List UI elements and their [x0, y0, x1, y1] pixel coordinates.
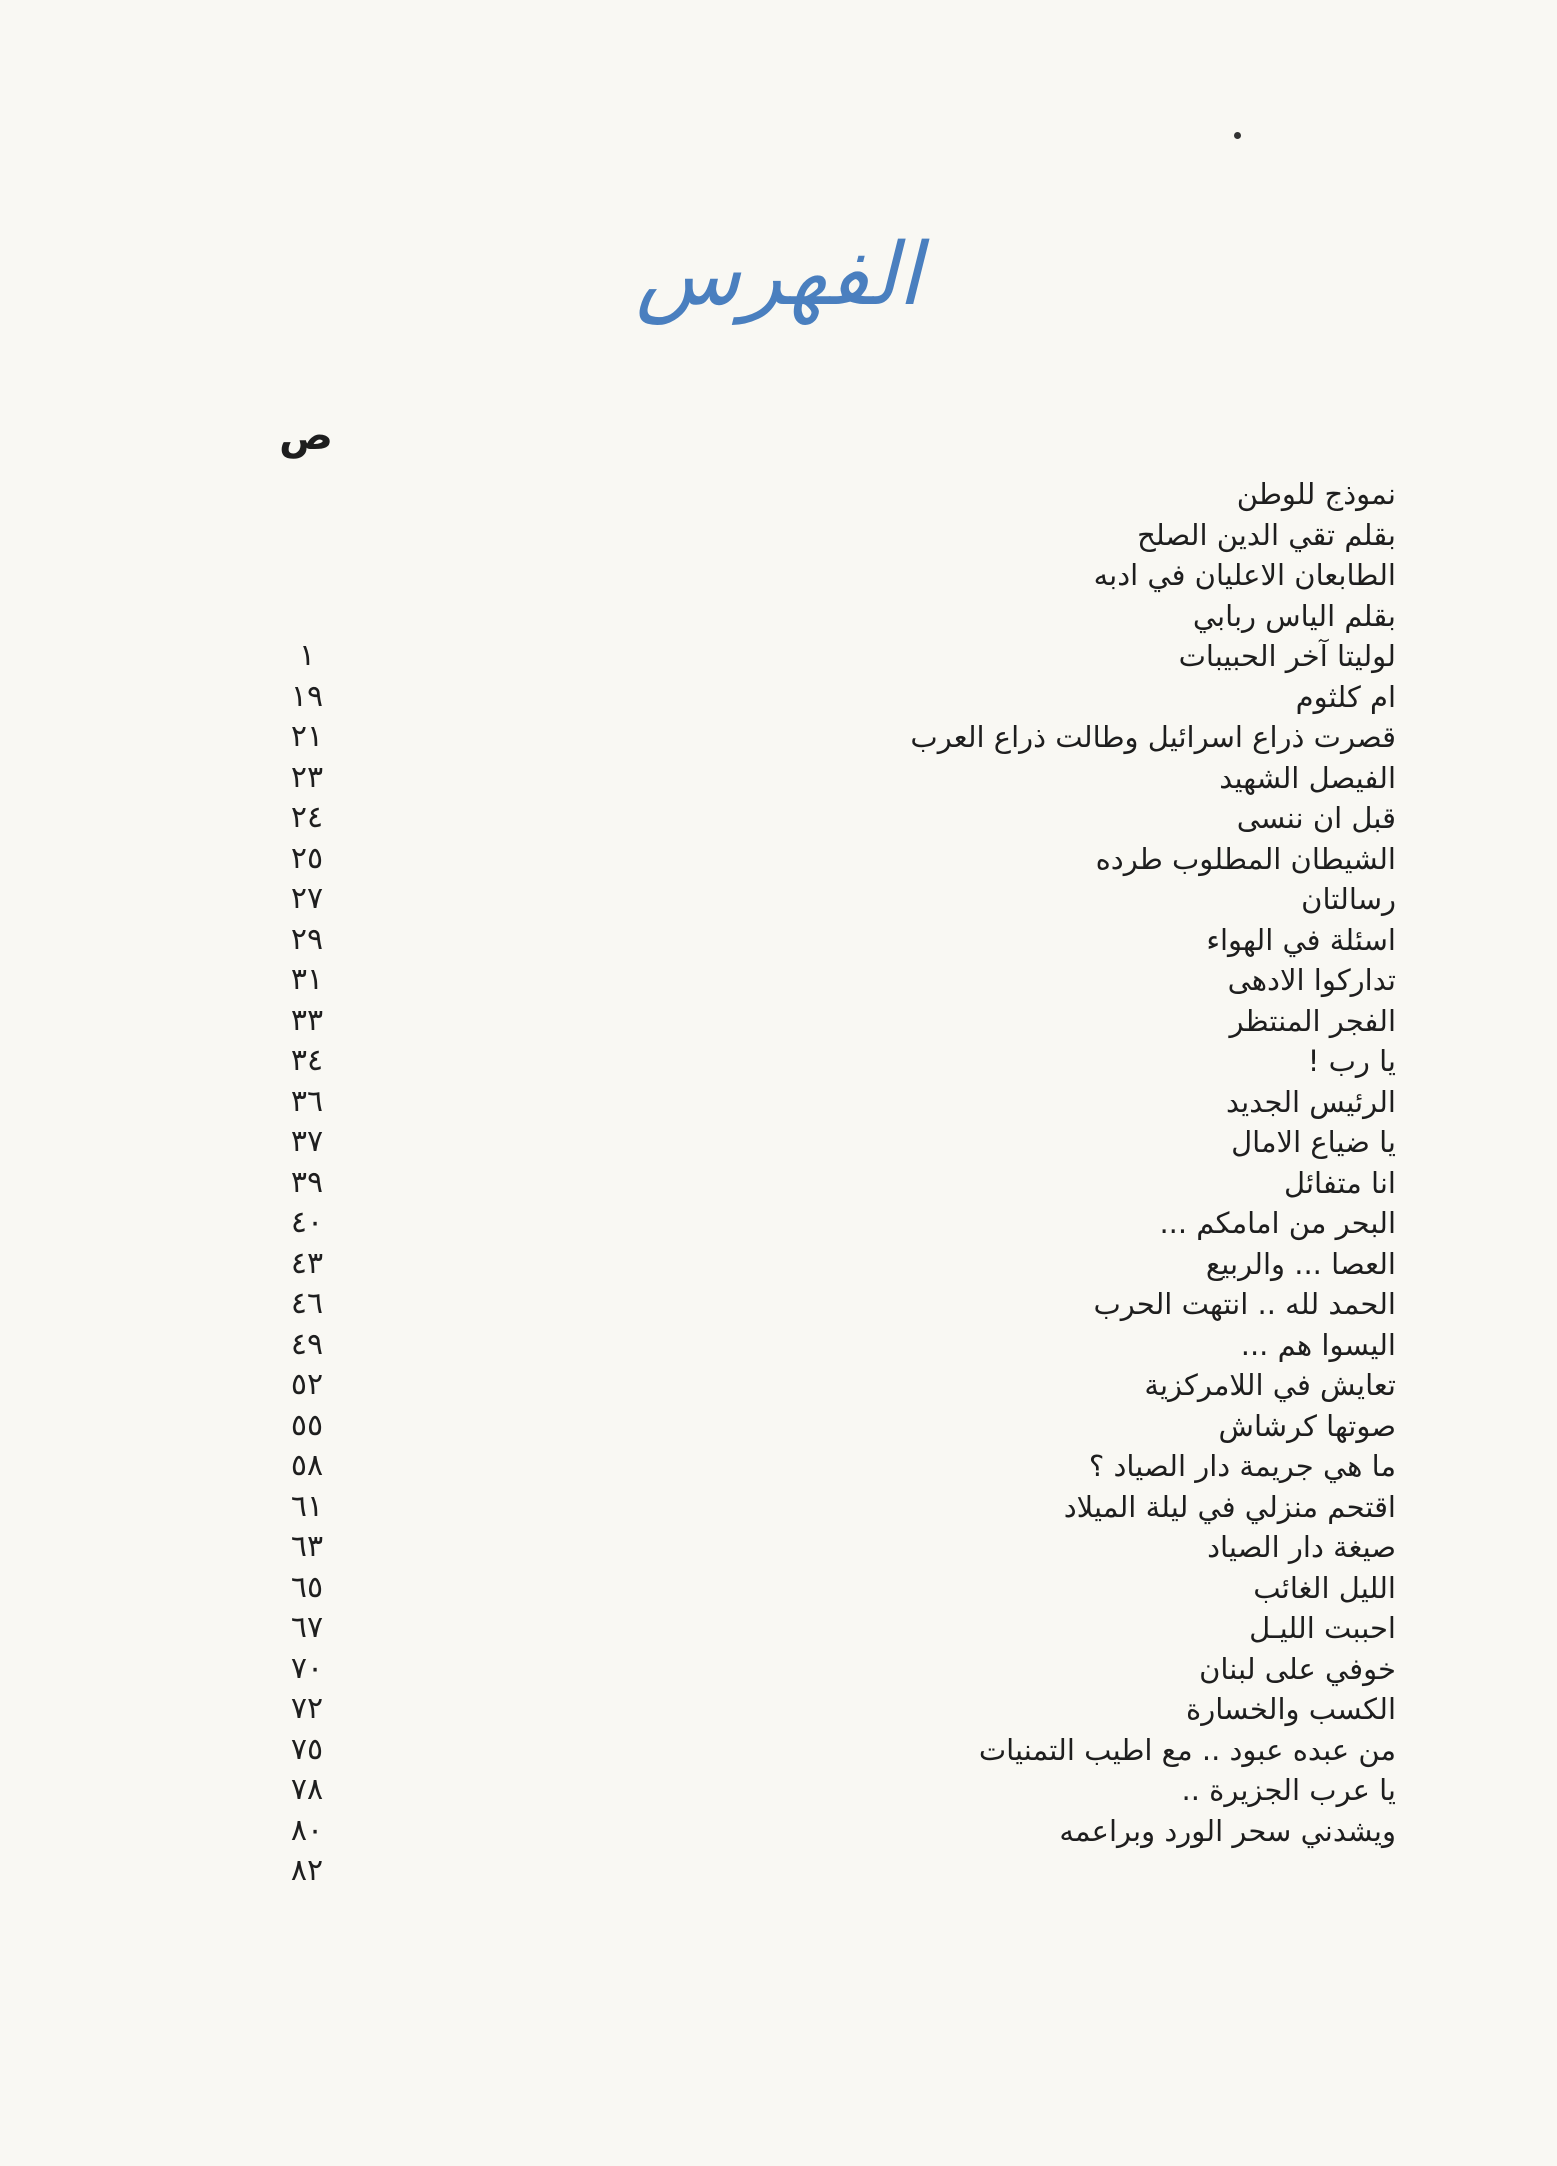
toc-page-number: ٢٣ — [290, 759, 324, 795]
toc-entry: يا رب ! — [1307, 1044, 1396, 1078]
toc-page-number: ٥٥ — [290, 1407, 324, 1443]
toc-page-number: ٣٩ — [290, 1164, 324, 1200]
toc-page-number: ١٩ — [290, 678, 324, 714]
toc-page-number: ٤٩ — [290, 1326, 324, 1362]
toc-entry: رسالتان — [1301, 882, 1396, 916]
toc-page-number: ٣٧ — [290, 1124, 324, 1159]
toc-page-number: ٦٧ — [290, 1610, 324, 1645]
toc-entry: الفيصل الشهيد — [1219, 760, 1396, 795]
toc-page-number: ٨٢ — [290, 1853, 324, 1888]
toc-entry: احببت الليـل — [1249, 1611, 1396, 1645]
toc-page-number: ٨٠ — [290, 1812, 324, 1848]
toc-page-number: ٢٤ — [290, 800, 324, 835]
toc-entry: ما هي جريمة دار الصياد ؟ — [1088, 1449, 1396, 1483]
toc-entry: العصا ... والربيع — [1205, 1246, 1396, 1281]
toc-entry: تداركوا الادهى — [1227, 963, 1396, 997]
toc-entry: صيغة دار الصياد — [1207, 1530, 1396, 1564]
toc-page-number: ٦٥ — [290, 1569, 324, 1605]
toc-entry: لوليتا آخر الحبيبات — [1178, 639, 1396, 673]
toc-entry: الليل الغائب — [1253, 1570, 1396, 1605]
toc-entry: خوفي على لبنان — [1199, 1651, 1396, 1686]
toc-entry: البحر من امامكم ... — [1159, 1206, 1396, 1240]
toc-entry: الطابعان الاعليان في ادبه — [1093, 558, 1396, 592]
toc-entry: اسئلة في الهواء — [1206, 922, 1396, 957]
toc-page-number: ٥٢ — [290, 1367, 324, 1402]
toc-page-number: ٧٨ — [290, 1772, 324, 1807]
toc-page-number: ٧٠ — [290, 1650, 324, 1686]
toc-entries — [576, 474, 1396, 1851]
toc-entry: الرئيس الجديد — [1225, 1084, 1396, 1119]
toc-page-number: ٣١ — [290, 962, 324, 997]
toc-entry: اقتحم منزلي في ليلة الميلاد — [1063, 1489, 1396, 1524]
toc-page-number: ٣٦ — [290, 1083, 324, 1119]
toc-entry: نموذج للوطن — [1236, 477, 1396, 511]
toc-page-number: ٦١ — [290, 1488, 324, 1524]
toc-page-number: ٣٤ — [290, 1043, 324, 1078]
toc-entry: الفجر المنتظر — [1229, 1003, 1396, 1038]
toc-page-number: ٢٩ — [290, 921, 324, 957]
toc-entry: اليسوا هم ... — [1240, 1327, 1396, 1362]
toc-entry: صوتها كرشاش — [1218, 1408, 1396, 1443]
toc-page-number: ٢١ — [290, 719, 324, 754]
toc-page-number: ٤٣ — [290, 1245, 324, 1281]
toc-entry: الحمد لله .. انتهت الحرب — [1093, 1287, 1396, 1321]
toc-page-number: ١ — [298, 638, 316, 673]
toc-page-number: ٢٥ — [290, 840, 324, 876]
toc-entry: يا ضياع الامال — [1231, 1125, 1396, 1159]
toc-entry: الكسب والخسارة — [1186, 1692, 1396, 1726]
toc-page-numbers — [262, 636, 352, 1892]
toc-page-number: ٧٢ — [290, 1691, 324, 1726]
toc-entry: من عبده عبود .. مع اطيب التمنيات — [978, 1732, 1396, 1767]
toc-page-number: ٦٣ — [290, 1529, 324, 1564]
toc-page-number: ٥٨ — [290, 1448, 324, 1483]
page-title: الفهرس — [635, 225, 922, 325]
toc-entry: قصرت ذراع اسرائيل وطالت ذراع العرب — [910, 720, 1396, 754]
toc-entry: الشيطان المطلوب طرده — [1095, 841, 1396, 876]
toc-entry: انا متفائل — [1283, 1165, 1396, 1200]
toc-entry: ام كلثوم — [1295, 679, 1396, 714]
toc-entry: ويشدني سحر الورد وبراعمه — [1059, 1813, 1396, 1848]
toc-entry: يا عرب الجزيرة .. — [1181, 1773, 1396, 1807]
toc-page-number: ٣٣ — [290, 1002, 324, 1038]
toc-entry: قبل ان ننسى — [1236, 801, 1396, 835]
toc-entry: تعايش في اللامركزية — [1144, 1368, 1396, 1402]
ink-speck — [1234, 132, 1241, 139]
toc-entry: بقلم تقي الدين الصلح — [1137, 517, 1396, 552]
toc-page-number: ٤٦ — [290, 1286, 324, 1321]
toc-page-number: ٧٥ — [290, 1731, 324, 1767]
toc-page-number: ٤٠ — [290, 1205, 324, 1240]
toc-page-number: ٢٧ — [290, 881, 324, 916]
toc-entry: بقلم الياس ربابي — [1192, 598, 1396, 633]
page-column-header: ص — [279, 413, 333, 459]
